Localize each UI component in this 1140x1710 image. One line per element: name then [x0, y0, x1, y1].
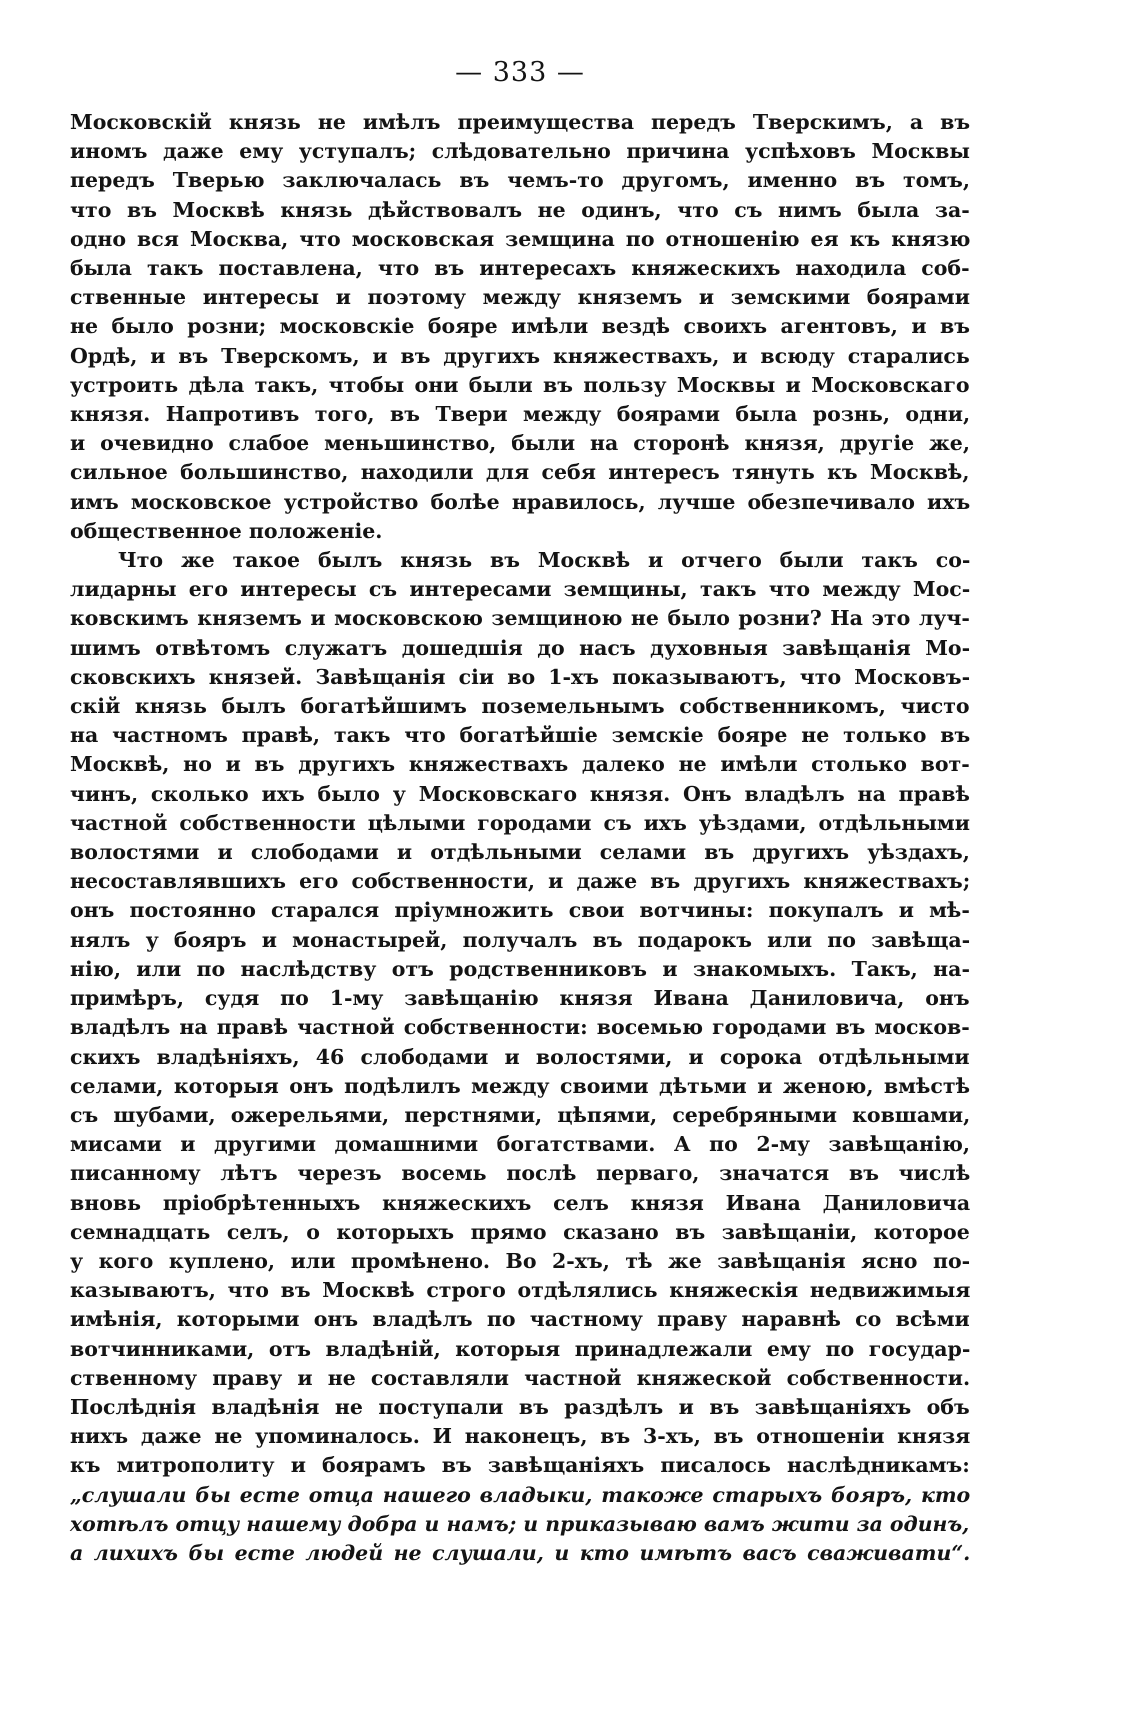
text-line: у кого куплено, или промѣнено. Во 2-хъ, тѣ же завѣщанія ясно по- [70, 1248, 971, 1273]
text-line: имъ московское устройство болѣе нравилось, лучше обезпечивало ихъ [70, 489, 971, 514]
text-line: волостями и слободами и отдѣльными селами въ другихъ уѣздахъ, [70, 840, 970, 865]
text-line: была такъ поставлена, что въ интересахъ княжескихъ находила соб- [70, 256, 970, 281]
text-line: иномъ даже ему уступалъ; слѣдовательно причина успѣховъ Москвы [70, 139, 970, 164]
text-line: Что же такое былъ князь въ Москвѣ и отчего были такъ со- [118, 548, 971, 573]
text-line: нію, или по наслѣдству отъ родственниковъ и знакомыхъ. Такъ, на- [70, 956, 970, 981]
text-line: чинъ, сколько ихъ было у Московскаго князя. Онъ владѣлъ на правѣ [70, 781, 970, 806]
text-line: на частномъ правѣ, такъ что богатѣйшіе земскіе бояре не только въ [70, 723, 971, 748]
text-line: семнадцать селъ, о которыхъ прямо сказано въ завѣщаніи, которое [70, 1219, 970, 1244]
text-line: передъ Тверью заключалась въ чемъ-то другомъ, именно въ томъ, [70, 168, 970, 193]
text-line: Московскій князь не имѣлъ преимущества передъ Тверскимъ, а въ [70, 110, 971, 134]
quote-line: а лихихъ бы есте людей не слушали, и кто имѣтъ васъ сваживати“. [70, 1540, 971, 1565]
text-line: князя. Напротивъ того, въ Твери между боярами была рознь, одни, [70, 402, 971, 427]
document-page [70, 58, 970, 1678]
text-line: сильное большинство, находили для себя интересъ тянуть къ Москвѣ, [70, 460, 970, 485]
text-line: что въ Москвѣ князь дѣйствовалъ не одинъ, что съ нимъ была за- [70, 197, 970, 222]
page-number: — 333 — [455, 57, 585, 88]
text-line: селами, которыя онъ подѣлилъ между своими дѣтьми и женою, вмѣстѣ [70, 1073, 970, 1098]
text-line: Послѣднія владѣнія не поступали въ раздѣлъ и въ завѣщаніяхъ объ [70, 1394, 970, 1419]
text-line: Ордѣ, и въ Тверскомъ, и въ другихъ княжествахъ, и всюду старались [70, 343, 970, 368]
text-line: съ шубами, ожерельями, перстнями, цѣпями, серебряными ковшами, [70, 1102, 971, 1127]
text-line: скихъ владѣніяхъ, 46 слободами и волостями, и сорока отдѣльными [70, 1044, 970, 1069]
text-line: устроить дѣла такъ, чтобы они были въ пользу Москвы и Московскаго [70, 372, 970, 397]
text-line: писанному лѣтъ черезъ восемь послѣ перваго, значатся въ числѣ [70, 1161, 971, 1186]
text-line: къ митрополиту и боярамъ въ завѣщаніяхъ писалось наслѣдникамъ: [70, 1453, 970, 1478]
text-line: ственному праву и не составляли частной княжеской собственности. [70, 1365, 971, 1390]
text-line: не было розни; московскіе бояре имѣли вездѣ своихъ агентовъ, и въ [70, 314, 970, 339]
text-line: скій князь былъ богатѣйшимъ поземельнымъ собственникомъ, чисто [70, 694, 970, 719]
text-line: и очевидно слабое меньшинство, были на сторонѣ князя, другіе же, [70, 431, 970, 456]
text-line: общественное положеніе. [70, 518, 383, 543]
text-line: онъ постоянно старался пріумножить свои вотчины: покупалъ и мѣ- [70, 898, 970, 923]
text-line: лидарны его интересы съ интересами земщины, такъ что между Мос- [70, 577, 971, 602]
text-line: примѣръ, судя по 1-му завѣщанію князя Ивана Даниловича, онъ [70, 986, 970, 1011]
text-line: нихъ даже не упоминалось. И наконецъ, въ 3-хъ, въ отношеніи князя [70, 1424, 971, 1449]
text-line: вотчинниками, отъ владѣній, которыя принадлежали ему по государ- [70, 1336, 971, 1361]
text-line: вновь пріобрѣтенныхъ княжескихъ селъ князя Ивана Даниловича [70, 1190, 971, 1215]
text-line: владѣлъ на правѣ частной собственности: восемью городами въ москов- [70, 1015, 970, 1040]
text-line: казываютъ, что въ Москвѣ строго отдѣлялись княжескія недвижимыя [70, 1278, 971, 1303]
text-line: имѣнія, которыми онъ владѣлъ по частному праву наравнѣ со всѣми [70, 1307, 970, 1332]
text-line: частной собственности цѣлыми городами съ ихъ уѣздами, отдѣльными [70, 810, 970, 835]
text-line: одно вся Москва, что московская земщина по отношенію ея къ князю [70, 226, 971, 251]
text-line: сковскихъ князей. Завѣщанія сіи во 1-хъ показываютъ, что Московъ- [70, 664, 971, 689]
body-text [70, 108, 970, 1568]
quote-line: „слушали бы есте отца нашего владыки, такоже старыхъ бояръ, кто [70, 1482, 971, 1507]
text-line: ковскимъ княземъ и московскою земщиною не было розни? На это луч- [70, 606, 970, 631]
text-line: ственные интересы и поэтому между княземъ и земскими боярами [70, 285, 970, 310]
text-line: мисами и другими домашними богатствами. А по 2-му завѣщанію, [70, 1132, 970, 1157]
text-line: нялъ у бояръ и монастырей, получалъ въ подарокъ или по завѣща- [70, 927, 971, 952]
text-line: шимъ отвѣтомъ служатъ дошедшія до насъ духовныя завѣщанія Мо- [70, 635, 971, 660]
text-line: Москвѣ, но и въ другихъ княжествахъ далеко не имѣли столько вот- [70, 752, 970, 777]
text-line: несоставлявшихъ его собственности, и даже въ другихъ княжествахъ; [70, 869, 971, 894]
quote-line: хотѣлъ отцу нашему добра и намъ; и приказываю вамъ жити за одинъ, [70, 1511, 970, 1536]
